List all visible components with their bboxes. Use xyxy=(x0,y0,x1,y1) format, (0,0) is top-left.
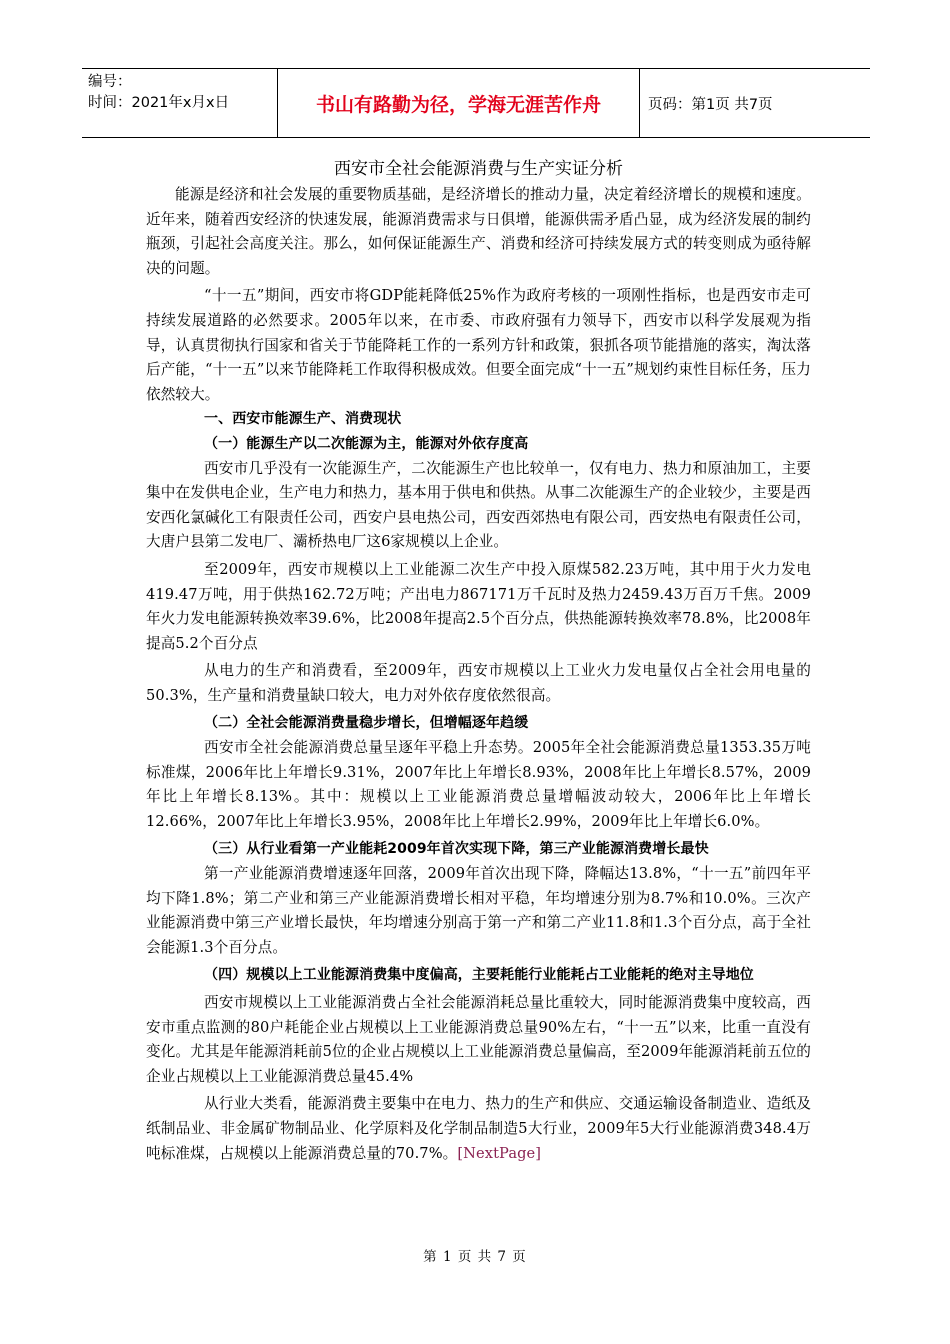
document-date-label: 时间：2021年x月x日 xyxy=(88,95,230,111)
subsection-heading-2: （二）全社会能源消费量稳步增长，但增幅逐年趋缓 xyxy=(204,715,529,732)
section-heading-1: 一、西安市能源生产、消费现状 xyxy=(204,411,402,428)
paragraph-industry-categories-text: 从行业大类看，能源消费主要集中在电力、热力的生产和供应、交通运输设备制造业、造纸及纸制品业、非金属矿物制品业、化学原料及化学制品制造5大行业，2009年5大行业能源消费348.4万吨标准煤，占规模以上能源消费总量的70.7%。 xyxy=(146,1095,811,1162)
next-page-link[interactable]: [NextPage] xyxy=(457,1144,542,1162)
subsection-heading-4: （四）规模以上工业能源消费集中度偏高，主要耗能行业能耗占工业能耗的绝对主导地位 xyxy=(204,967,754,984)
paragraph-power-dependency: 从电力的生产和消费看，至2009年，西安市规模以上工业火力发电量仅占全社会用电量的50.3%，生产量和消费量缺口较大，电力对外依存度依然很高。 xyxy=(146,662,811,704)
paragraph-energy-production: 西安市几乎没有一次能源生产，二次能源生产也比较单一，仅有电力、热力和原油加工，主要集中在发供电企业，生产电力和热力，基本用于供电和供热。从事二次能源生产的企业较少，主要是西安西化氯碱化工有限责任公司，西安户县电热公司，西安西郊热电有限公司，西安热电有限责任公司，大唐户县第二发电厂、灞桥热电厂这6家规模以上企业。 xyxy=(146,459,811,551)
paragraph-coal-input: 至2009年，西安市规模以上工业能源二次生产中投入原煤582.23万吨，其中用于火力发电419.47万吨，用于供热162.72万吨；产出电力867171万千瓦时及热力2459.43万百万千焦。2009年火力发电能源转换效率39.6%，比2008年提高2.5个百分点，供热能源转换效率78.8%，比2008年提高5.2个百分点 xyxy=(146,560,811,652)
subsection-heading-3: （三）从行业看第一产业能耗2009年首次实现下降，第三产业能源消费增长最快 xyxy=(204,841,709,858)
document-body xyxy=(146,156,811,1166)
paragraph-industry-categories xyxy=(146,1092,811,1166)
header-meta xyxy=(82,69,278,137)
paragraph-policy: “十一五”期间，西安市将GDP能耗降低25%作为政府考核的一项刚性指标，也是西安市走可持续发展道路的必然要求。2005年以来，在市委、市政府强有力领导下，西安市以科学发展观为指导，认真贯彻执行国家和省关于节能降耗工作的一系列方针和政策，狠抓各项节能措施的落实，淘汰落后产能，“十一五”以来节能降耗工作取得积极成效。但要全面完成“十一五”规划约束性目标任务，压力依然较大。 xyxy=(146,287,811,403)
paragraph-consumption-growth: 西安市全社会能源消费总量呈逐年平稳上升态势。2005年全社会能源消费总量1353.35万吨标准煤，2006年比上年增长9.31%，2007年比上年增长8.93%，2008年比上年增长8.57%，2009年比上年增长8.13%。其中：规模以上工业能源消费总量增幅波动较大，2006年比上年增长12.66%，2007年比上年增长3.95%，2008年比上年增长2.99%，2009年比上年增长6.0%。 xyxy=(146,739,811,830)
document-title: 西安市全社会能源消费与生产实证分析 xyxy=(334,159,623,179)
header-page-label: 页码：第1页 共7页 xyxy=(648,96,773,113)
paragraph-intro: 能源是经济和社会发展的重要物质基础，是经济增长的推动力量，决定着经济增长的规模和速度。近年来，随着西安经济的快速发展，能源消费需求与日俱增，能源供需矛盾凸显，成为经济发展的制约瓶颈，引起社会高度关注。那么，如何保证能源生产、消费和经济可持续发展方式的转变则成为亟待解决的问题。 xyxy=(146,186,811,277)
subsection-heading-1: （一）能源生产以二次能源为主，能源对外依存度高 xyxy=(204,435,529,452)
paragraph-industry-consumption: 第一产业能源消费增速逐年回落，2009年首次出现下降，降幅达13.8%，“十一五”前四年平均下降1.8%；第二产业和第三产业能源消费增长相对平稳，年均增速分别为8.7%和10.0%。三次产业能源消费中第三产业增长最快，年均增速分别高于第一产和第二产业11.8和1.3个百分点，高于全社会能源1.3个百分点。 xyxy=(146,865,811,956)
header-motto: 书山有路勤为径，学海无涯苦作舟 xyxy=(278,69,640,137)
document-number-label: 编号： xyxy=(88,74,132,90)
page-header xyxy=(82,68,870,138)
paragraph-concentration: 西安市规模以上工业能源消费占全社会能源消耗总量比重较大，同时能源消费集中度较高，西安市重点监测的80户耗能企业占规模以上工业能源消费总量90%左右，“十一五”以来，比重一直没有变化。尤其是年能源消耗前5位的企业占规模以上工业能源消费总量偏高，至2009年能源消耗前五位的企业占规模以上工业能源消费总量45.4% xyxy=(146,994,811,1085)
page-footer: 第 1 页 共 7 页 xyxy=(423,1249,527,1265)
